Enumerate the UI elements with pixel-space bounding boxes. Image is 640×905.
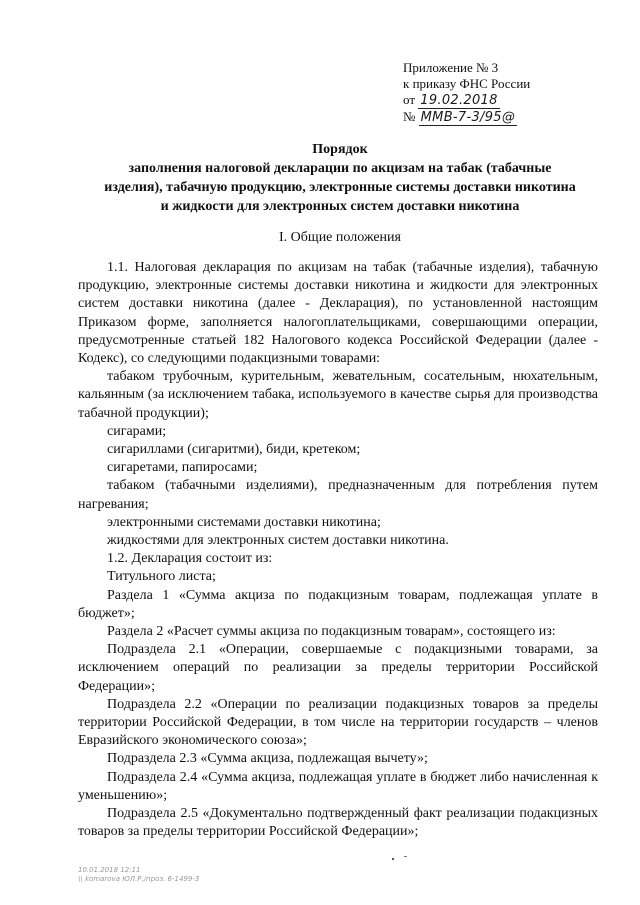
- footer-path: \\ komarova ЮЛ.Р./проз. 6-1499-3: [78, 875, 200, 883]
- scan-speck: [392, 858, 394, 860]
- paragraph: 1.2. Декларация состоит из:: [107, 551, 273, 567]
- paragraph: Подраздела 2.2 «Операции по реализации подакцизных товаров за пределы территории Российской Федерации, в том числе на территории государств – членов Евразийского экономического союза»;: [78, 696, 598, 749]
- paragraph: 1.1. Налоговая декларация по акцизам на табак (табачные изделия), табачную продукцию, электронные системы доставки никотина и жидкости для электронных систем доставки никотина (далее - Декларация), по установленной настоящим Приказом форме, заполняется налогоплательщиками, совершающими операции, предусмотренные статьей 182 Налогового кодекса Российской Федерации (далее - Кодекс), со следующими подакцизными товарами:: [78, 260, 598, 367]
- scan-speck: [404, 856, 407, 857]
- appendix-date-line: [403, 92, 530, 109]
- heading-subtitle-3: и жидкости для электронных систем доставки никотина: [160, 199, 520, 214]
- paragraph: жидкостями для электронных систем доставки никотина.: [107, 533, 449, 549]
- paragraph: Подраздела 2.5 «Документально подтвержденный факт реализации подакцизных товаров за пределы территории Российской Федерации»;: [78, 806, 598, 840]
- appendix-block: [403, 60, 530, 126]
- paragraph: табаком (табачными изделиями), предназначенным для потребления путем нагревания;: [78, 478, 598, 512]
- paragraph: сигаретами, папиросами;: [107, 460, 258, 476]
- heading-title: Порядок: [312, 142, 368, 157]
- paragraph: Подраздела 2.1 «Операции, совершаемые с подакцизными товарами, за исключением операций по реализации за пределы территории Российской Федерации»;: [78, 642, 598, 694]
- paragraph: Раздела 1 «Сумма акциза по подакцизным товарам, подлежащая уплате в бюджет»;: [78, 587, 598, 621]
- document-body: [78, 259, 598, 842]
- heading-subtitle-1: заполнения налоговой декларации по акцизам на табак (табачные: [128, 161, 552, 176]
- appendix-number-line: [403, 109, 530, 126]
- footer-timestamp: 10.01.2018 12:11: [78, 866, 141, 874]
- paragraph: Подраздела 2.3 «Сумма акциза, подлежащая вычету»;: [107, 751, 428, 767]
- document-heading: [80, 140, 600, 216]
- paragraph: Подраздела 2.4 «Сумма акциза, подлежащая уплате в бюджет либо начисленная к уменьшению»;: [78, 769, 598, 803]
- section-title: I. Общие положения: [279, 230, 401, 245]
- appendix-line-1: Приложение № 3: [403, 60, 499, 75]
- appendix-line-2: к приказу ФНС России: [403, 76, 531, 91]
- handwritten-date: 19.02.2018: [420, 93, 498, 108]
- date-prefix: от: [403, 92, 416, 107]
- paragraph: сигариллами (сигаритми), биди, кретеком;: [107, 442, 361, 458]
- handwritten-number: ММВ-7-3/95@: [420, 110, 516, 125]
- print-footer: [78, 866, 199, 884]
- paragraph: Титульного листа;: [107, 569, 216, 585]
- paragraph: электронными системами доставки никотина;: [107, 514, 381, 530]
- paragraph: сигарами;: [107, 423, 167, 439]
- paragraph: Раздела 2 «Расчет суммы акциза по подакцизным товарам», состоящего из:: [107, 624, 556, 640]
- heading-subtitle-2: изделия), табачную продукцию, электронные системы доставки никотина: [104, 180, 576, 195]
- number-prefix: №: [403, 109, 416, 124]
- paragraph: табаком трубочным, курительным, жевательным, сосательным, нюхательным, кальянным (за исключением табака, используемого в качестве сырья для производства табачной продукции);: [78, 369, 598, 421]
